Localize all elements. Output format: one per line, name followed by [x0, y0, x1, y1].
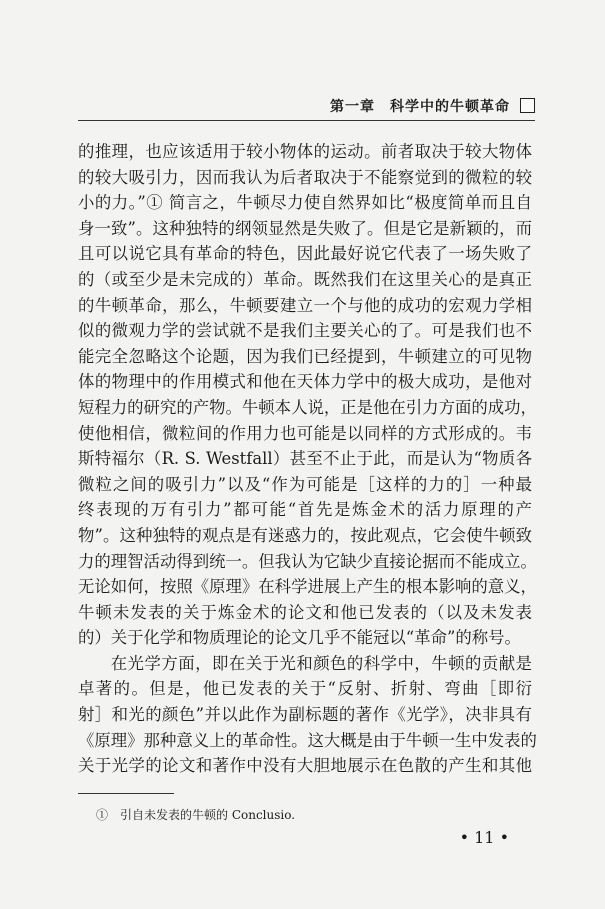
text-line: 射］和光的颜色”并以此作为副标题的著作《光学》，决非具有 [78, 705, 532, 725]
footnote-rule [78, 793, 174, 794]
paragraph-2 [78, 651, 537, 779]
text-line: 力的理智活动得到统一。但我认为它缺少直接论据而不能成立。 [78, 551, 537, 571]
text-line: 的（或至少是未完成的）革命。既然我们在这里关心的是真正 [78, 269, 532, 289]
text-line: 短程力的研究的产物。牛顿本人说，正是他在引力方面的成功， [78, 397, 537, 417]
text-line: 的较大吸引力，因而我认为后者取决于不能察觉到的微粒的较 [78, 167, 532, 187]
text-line: 能完全忽略这个论题，因为我们已经提到，牛顿建立的可见物 [78, 346, 532, 366]
chapter-title: 第一章 科学中的牛顿革命 [330, 99, 510, 115]
text-line: 身一致”。这种独特的纲领显然是失败了。但是它是新颖的，而 [78, 218, 532, 238]
text-line: 关于光学的论文和著作中没有大胆地展示在色散的产生和其他 [78, 756, 532, 776]
text-line: 物”。这种独特的观点是有迷惑力的，按此观点，它会使牛顿致 [78, 525, 532, 545]
text-line: 卓著的。但是，他已发表的关于“反射、折射、弯曲［即衍 [78, 679, 532, 699]
footnote: ① 引自未发表的牛顿的 Conclusio. [96, 808, 296, 822]
header-rule [78, 120, 535, 121]
text-line: 似的微观力学的尝试就不是我们主要关心的了。可是我们也不 [78, 321, 532, 341]
body-text [78, 139, 537, 779]
text-line: 终表现的万有引力”都可能“首先是炼金术的活力原理的产 [78, 500, 532, 520]
page-number: • 11 • [459, 828, 509, 847]
text-line: 使他相信，微粒间的作用力也可能是以同样的方式形成的。韦 [78, 423, 532, 443]
text-line: 且可以说它具有革命的特色，因此最好说它代表了一场失败了 [78, 244, 532, 264]
text-line: 无论如何，按照《原理》在科学进展上产生的根本影响的意义， [78, 577, 537, 597]
header-square-icon [520, 98, 535, 113]
text-line: 微粒之间的吸引力”以及“作为可能是［这样的力的］一种最 [78, 474, 532, 494]
text-line: 的）关于化学和物质理论的论文几乎不能冠以“革命”的称号。 [78, 628, 521, 648]
paragraph-1 [78, 139, 537, 651]
text-line: 的牛顿革命，那么，牛顿要建立一个与他的成功的宏观力学相 [78, 295, 532, 315]
text-line: 在光学方面，即在关于光和颜色的科学中，牛顿的贡献是 [110, 653, 532, 673]
text-line: 《原理》那种意义上的革命性。这大概是由于牛顿一生中发表的 [78, 730, 537, 750]
running-header [0, 96, 605, 120]
text-line: 牛顿未发表的关于炼金术的论文和他已发表的（以及未发表 [78, 602, 532, 622]
text-line: 斯特福尔（R. S. Westfall）甚至不止于此，而是认为“物质各 [78, 449, 532, 469]
text-line: 的推理，也应该适用于较小物体的运动。前者取决于较大物体 [78, 142, 532, 161]
text-line: 小的力。”① 简言之，牛顿尽力使自然界如比“极度简单而且自 [78, 193, 532, 213]
text-line: 体的物理中的作用模式和他在天体力学中的极大成功，是他对 [78, 372, 532, 392]
